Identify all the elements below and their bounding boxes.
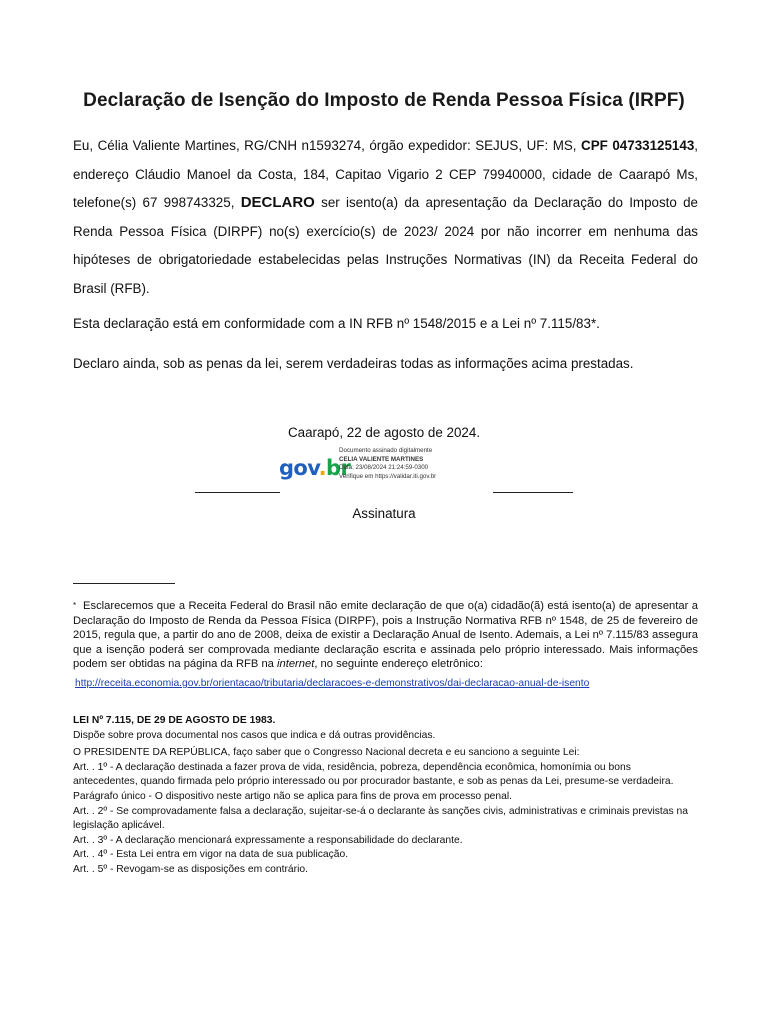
footnote-body-end: , no seguinte endereço eletrônico:: [314, 658, 483, 671]
stamp-signed-label: Documento assinado digitalmente: [339, 447, 433, 454]
law-paragraph-unico: Parágrafo único - O dispositivo neste artigo não se aplica para fins de prova em processo penal.: [73, 790, 513, 802]
footnote-internet: internet: [277, 658, 315, 671]
law-article-4: Art. . 4º - Esta Lei entra em vigor na data de sua publicação.: [73, 849, 349, 861]
law-subtitle: Dispõe sobre prova documental nos casos que indica e dá outras providências.: [73, 729, 436, 741]
signature-label: Assinatura: [352, 506, 416, 521]
document-title: Declaração de Isenção do Imposto de Renda Pessoa Física (IRPF): [83, 90, 685, 111]
footnote-marker: *: [73, 601, 77, 610]
digital-signature-stamp: [279, 447, 489, 489]
footnote-body: Esclarecemos que a Receita Federal do Brasil não emite declaração de que o(a) cidadão(ã) está isento(a) de apresentar a Declaração do Imposto de Renda da Pessoa Física (DIRPF), pois a Instrução Normativa RFB nº 1548, de 25 de fevereiro de 2015, regula que, a partir do ano de 2008, deixa de existir a Declaração Anual de Isento. Ademais, a Lei nº 7.115/83 assegura que a isenção poderá ser comprovada mediante declaração escrita e assinada pelo próprio interessado. Mais informações podem ser obtidas na página da RFB na: [73, 600, 698, 671]
law-text: [73, 714, 698, 878]
signature-line-right: [493, 482, 573, 493]
law-article-3: Art. . 3º - A declaração mencionará expressamente a responsabilidade do declarante.: [73, 834, 463, 846]
footnote-divider: [73, 575, 175, 584]
law-article-5: Art. . 5º - Revogam-se as disposições em contrário.: [73, 863, 308, 875]
declaration-text-part1: Eu, Célia Valiente Martines, RG/CNH n1593274, órgão expedidor: SEJUS, UF: MS,: [73, 138, 582, 153]
cpf-number: CPF 04733125143: [581, 138, 695, 153]
law-title: LEI Nº 7.115, DE 29 DE AGOSTO DE 1983.: [73, 715, 276, 726]
footnote-text: [73, 599, 698, 672]
rfb-link[interactable]: http://receita.economia.gov.br/orientacao/tributaria/declaracoes-e-demonstrativos/dai-declaracao-anual-de-isento: [75, 678, 590, 689]
law-article-2: Art. . 2º - Se comprovadamente falsa a declaração, sujeitar-se-á o declarante às sanções civis, administrativas e criminais previstas na legislação aplicável.: [73, 805, 688, 832]
declaration-text-part3: ser isento(a) da apresentação da Declaração do Imposto de Renda Pessoa Física (DIRPF) no(s) exercício(s) de 2023/ 2024 por não incorrer em nenhuma das hipóteses de obrigatoriedade estabelecidas pelas Instruções Normativas (IN) da Receita Federal do Brasil (RFB).: [73, 195, 698, 296]
law-article-1: Art. . 1º - A declaração destinada a fazer prova de vida, residência, pobreza, dependência econômica, homonímia ou bons antecedentes, quando firmada pelo próprio interessado ou por procurador bastante, e sob as penas da Lei, presume-se verdadeira.: [73, 761, 674, 788]
place-date: Caarapó, 22 de agosto de 2024.: [287, 425, 481, 440]
declaration-text-part2: , endereço Cláudio Manoel da Costa, 184, Capitao Vigario 2 CEP 79940000, cidade de Caarapó Ms, telefone(s) 67 998743325,: [73, 138, 699, 210]
stamp-verify-url: Verifique em https://validar.iti.gov.br: [339, 472, 437, 480]
stamp-signer-name: CELIA VALIENTE MARTINES: [339, 455, 424, 463]
signature-line-left: [195, 482, 280, 493]
stamp-details: [339, 447, 436, 481]
declaro-keyword: DECLARO: [240, 194, 315, 211]
law-intro: O PRESIDENTE DA REPÚBLICA, faço saber que o Congresso Nacional decreta e eu sanciono a seguinte Lei:: [73, 747, 580, 759]
stamp-date: Data: 23/08/2024 21:24:59-0300: [339, 464, 429, 472]
truth-statement: Declaro ainda, sob as penas da lei, serem verdadeiras todas as informações acima prestadas.: [73, 356, 634, 371]
govbr-logo: gov.br: [279, 456, 351, 480]
conformity-statement: Esta declaração está em conformidade com a IN RFB nº 1548/2015 e a Lei nº 7.115/83*.: [73, 316, 600, 331]
declaration-paragraph: [73, 132, 698, 303]
